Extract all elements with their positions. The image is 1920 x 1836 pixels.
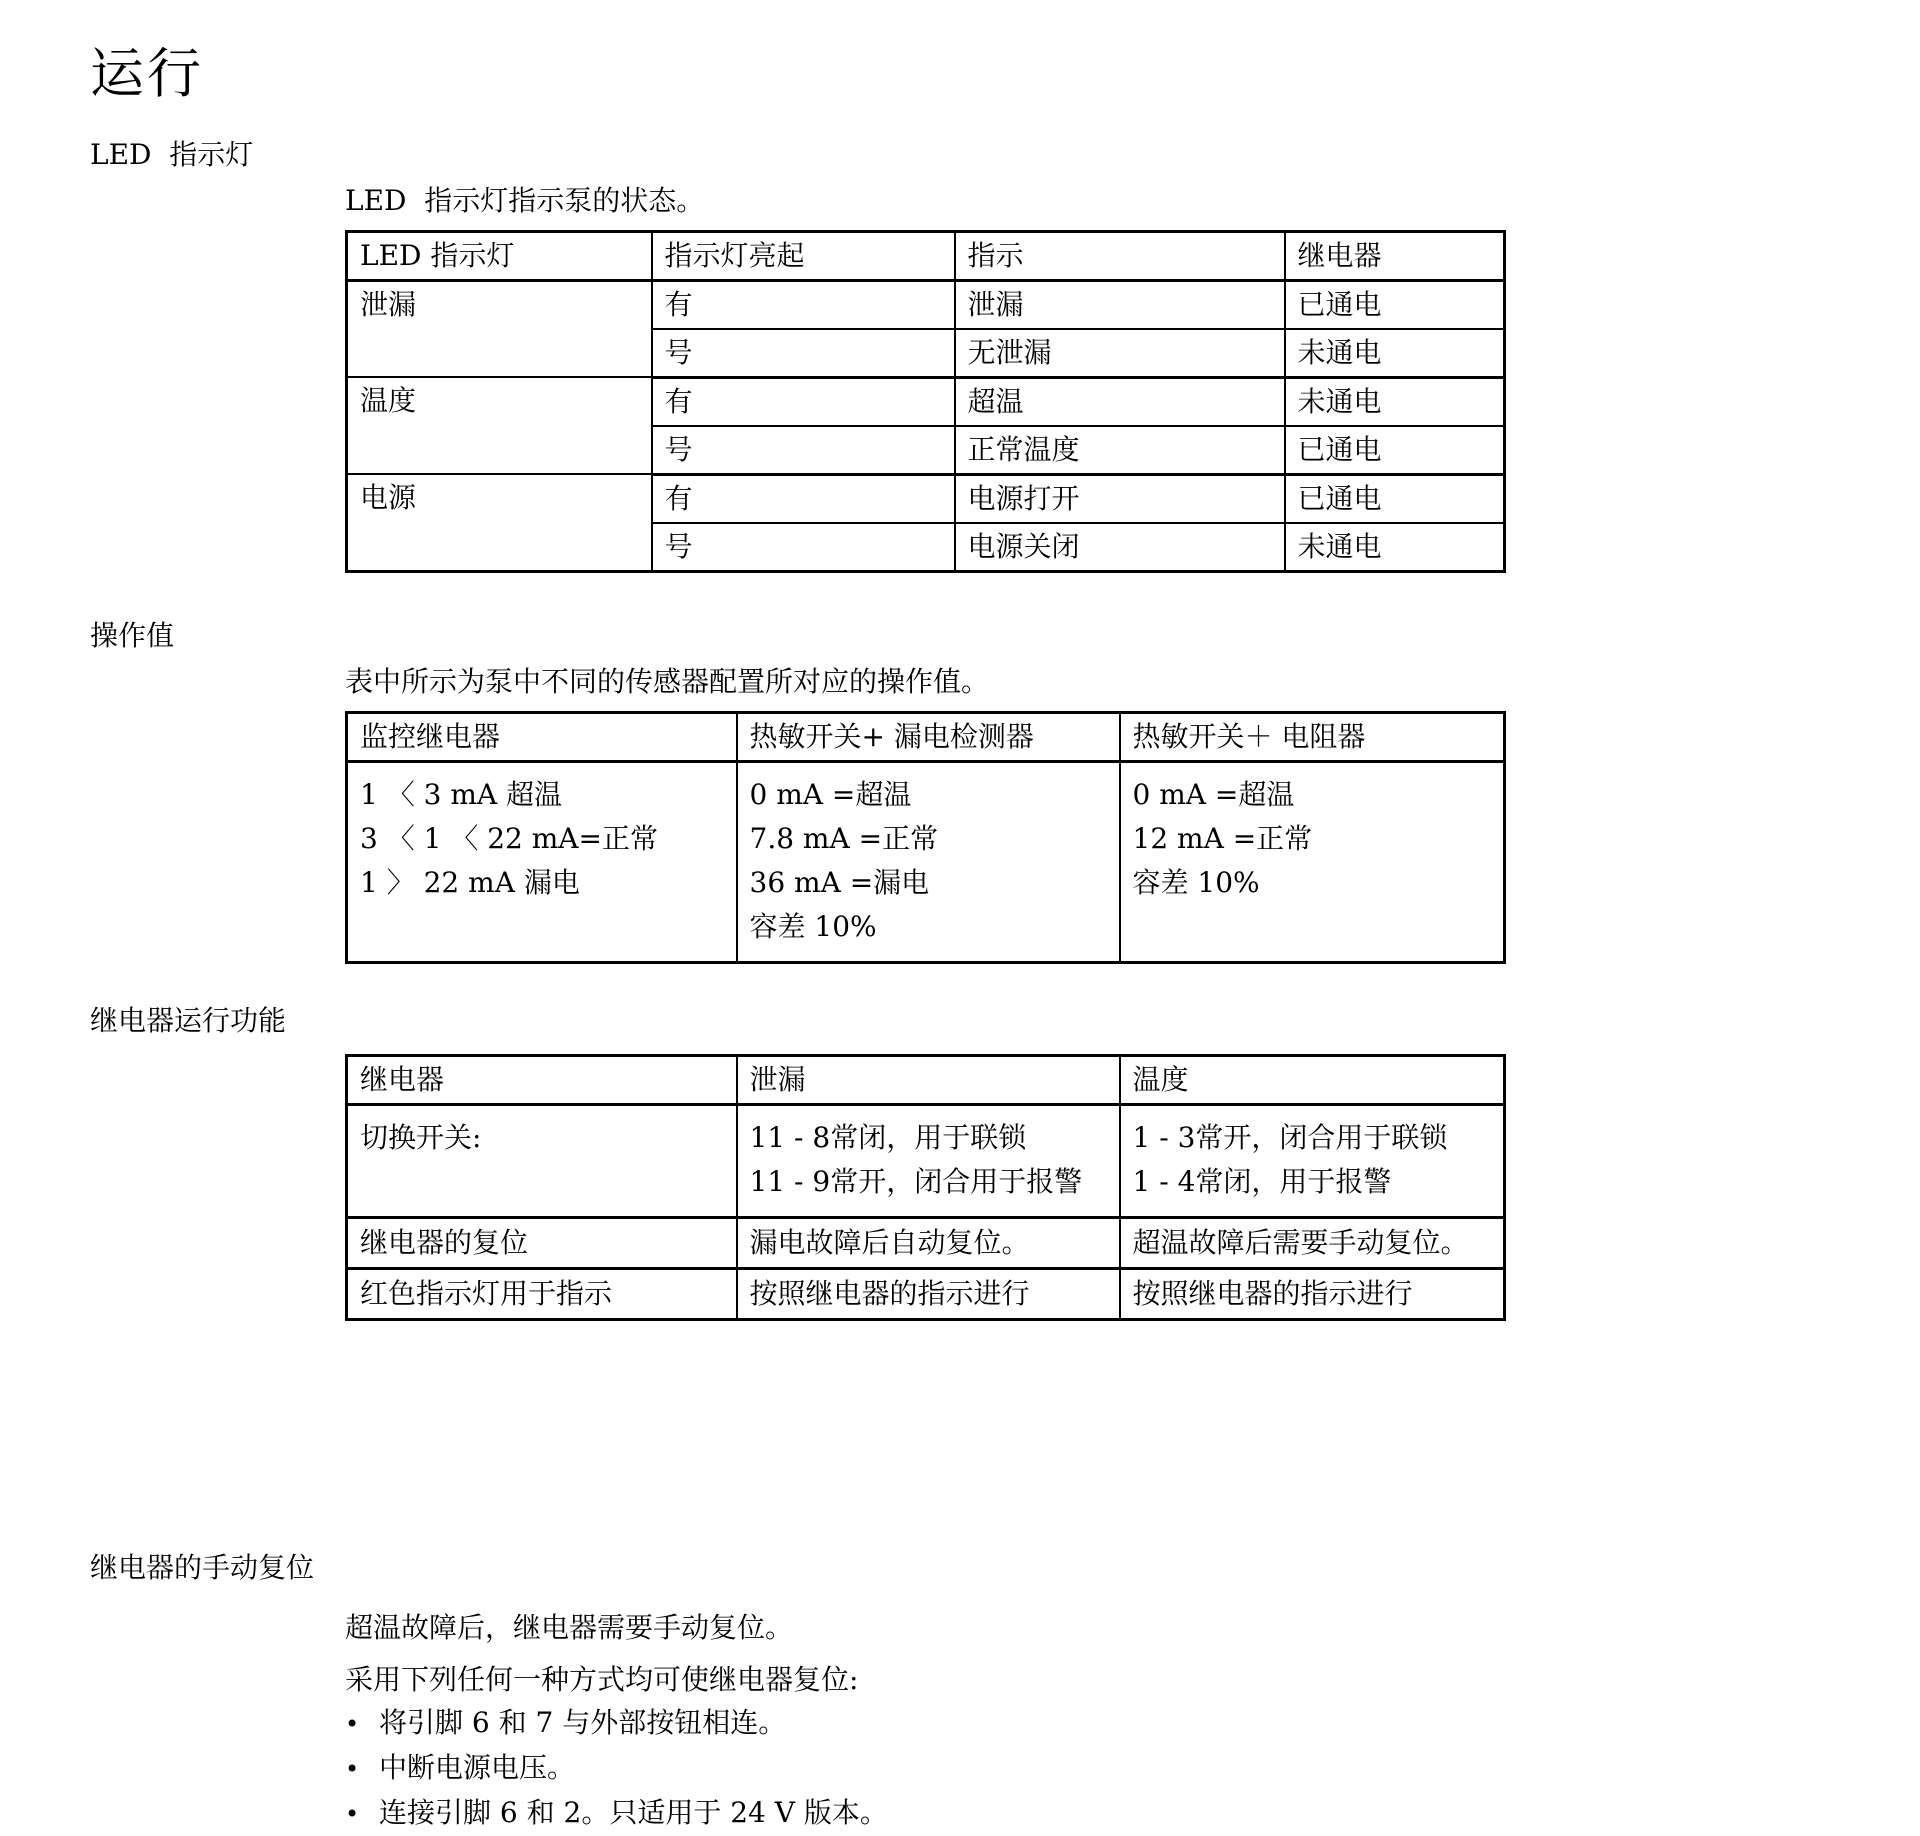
cell: 号 [652,329,955,378]
table-row [347,1217,1505,1268]
cell [1120,1104,1505,1217]
value-line: 容差 10% [749,909,877,943]
table-header-row [347,712,1505,761]
list-item [345,1746,1860,1791]
section-operating-values [345,665,1860,964]
cell: 已通电 [1285,426,1505,475]
cell: 有 [652,474,955,523]
cell [1120,1217,1505,1268]
column-header: LED 指示灯 [347,231,652,280]
column-header: 继电器 [347,1055,737,1104]
row-group-label: 泄漏 [347,280,652,377]
column-header: 指示 [955,231,1285,280]
value-line: 按照继电器的指示进行 [749,1276,1030,1310]
value-line: 3 〈 1 〈 22 mA=正常 [360,821,658,855]
row-label: 继电器的复位 [347,1217,737,1268]
cell: 电源打开 [955,474,1285,523]
manual-reset-paragraph-2: 采用下列任何一种方式均可使继电器复位: [345,1662,859,1696]
cell: 电源关闭 [955,523,1285,572]
cell: 无泄漏 [955,329,1285,378]
value-line: 1 - 4常闭，用于报警 [1132,1164,1392,1198]
cell: 未通电 [1285,377,1505,426]
value-line: 1 - 3常开，闭合用于联锁 [1132,1120,1448,1154]
list-item-text: 连接引脚 6 和 2。只适用于 24 V 版本。 [379,1795,888,1829]
led-status-table [345,230,1506,573]
value-line: 漏电故障后自动复位。 [749,1225,1030,1259]
cell: 超温 [955,377,1285,426]
cell: 有 [652,377,955,426]
value-line: 按照继电器的指示进行 [1132,1276,1413,1310]
bullet-marker: • [345,1709,360,1738]
cell: 有 [652,280,955,329]
column-header: 热敏开关+ 漏电检测器 [737,712,1120,761]
value-line: 12 mA =正常 [1132,821,1313,855]
column-header: 指示灯亮起 [652,231,955,280]
operating-values-intro-text: 表中所示为泵中不同的传感器配置所对应的操作值。 [345,664,990,698]
bullet-marker: • [345,1754,360,1783]
cell [737,1104,1120,1217]
section-heading-relay-functions: 继电器运行功能 [90,1003,287,1037]
table-row [347,1268,1505,1319]
cell [1120,1268,1505,1319]
cell: 号 [652,523,955,572]
section-led [345,184,1860,573]
cell [1120,761,1505,962]
manual-reset-paragraph-1: 超温故障后，继电器需要手动复位。 [345,1610,794,1644]
cell: 泄漏 [955,280,1285,329]
led-intro-text: LED 指示灯指示泵的状态。 [345,183,705,217]
column-header: 温度 [1120,1055,1505,1104]
value-line: 11 - 9常开，闭合用于报警 [749,1164,1083,1198]
cell [737,761,1120,962]
section-heading-manual-reset: 继电器的手动复位 [90,1550,315,1584]
table-header-row [347,231,1505,280]
cell: 未通电 [1285,329,1505,378]
row-group-label: 电源 [347,474,652,571]
value-line: 11 - 8常闭，用于联锁 [749,1120,1027,1154]
section-relay-functions [345,1054,1860,1321]
column-header: 监控继电器 [347,712,737,761]
value-line: 36 mA =漏电 [749,865,930,899]
section-heading-led: LED 指示灯 [90,137,254,171]
cell [347,761,737,962]
bullet-marker: • [345,1799,360,1828]
table-row [347,280,1505,329]
column-header: 继电器 [1285,231,1505,280]
table-row [347,474,1505,523]
table-row [347,1104,1505,1217]
cell: 已通电 [1285,474,1505,523]
value-line: 容差 10% [1132,865,1260,899]
column-header: 热敏开关＋ 电阻器 [1120,712,1505,761]
value-line: 1 〈 3 mA 超温 [360,777,563,811]
list-item [345,1791,1860,1836]
operating-values-table [345,711,1506,964]
row-label: 切换开关: [347,1104,737,1217]
page-title: 运行 [90,42,204,105]
section-manual-reset [345,1611,1860,1836]
value-line: 7.8 mA =正常 [749,821,939,855]
cell: 正常温度 [955,426,1285,475]
value-line: 0 mA =超温 [1132,777,1295,811]
column-header: 泄漏 [737,1055,1120,1104]
value-line: 1 〉 22 mA 漏电 [360,865,580,899]
cell: 未通电 [1285,523,1505,572]
section-heading-operating-values: 操作值 [90,618,175,652]
value-line: 0 mA =超温 [749,777,912,811]
value-line: 超温故障后需要手动复位。 [1132,1225,1469,1259]
list-item-text: 将引脚 6 和 7 与外部按钮相连。 [379,1705,787,1739]
table-header-row [347,1055,1505,1104]
table-row [347,761,1505,962]
cell: 已通电 [1285,280,1505,329]
list-item [345,1701,1860,1746]
row-label: 红色指示灯用于指示 [347,1268,737,1319]
manual-reset-bullet-list [345,1701,1860,1836]
list-item-text: 中断电源电压。 [379,1750,576,1784]
table-row [347,377,1505,426]
cell [737,1268,1120,1319]
cell: 号 [652,426,955,475]
relay-functions-table [345,1054,1506,1321]
cell [737,1217,1120,1268]
row-group-label: 温度 [347,377,652,474]
